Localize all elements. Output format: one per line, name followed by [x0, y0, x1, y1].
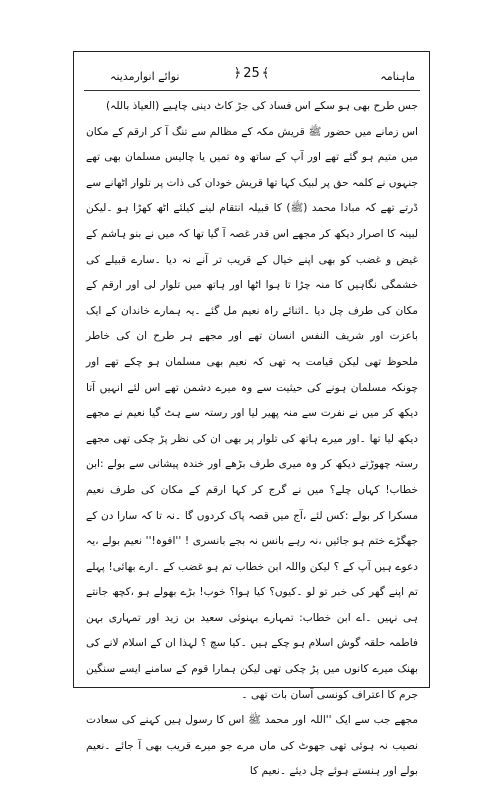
paragraph: اس زمانے میں حضور ﷺ قریش مکہ کے مظالم سے تنگ آ کر ارقم کے مکان میں متیم ہو گئے تھے اور آپ کے ساتھ وہ تمیں یا چالیس مسلمان بھی تھے جنہوں نے کلمہ حق پر لبیک کہا تھا قریش خودان کی ذات پر تلوار اٹھانے سے ڈرتے تھے کہ مبادا محمد (ﷺ) کا قبیلہ انتقام لینے کیلئے اٹھ کھڑا ہو ۔لیکن لبینہ کا اصرار دیکھ کر مجھے اس قدر غصہ آ گیا تھا کہ میں نے بنو ہاشم کے غیض و غضب کو بھی اپنے خیال کے قریب تر آنے نہ دیا ۔سارے قبیلے کی خشمگی نگاہیں کا منہ چڑا تا ہوا اٹھا اور ہاتھ میں تلوار لی اور ارقم کے مکان کی طرف چل دیا ۔اثنائے راہ نعیم مل گئے ۔یہ ہمارے خاندان کے ایک باعزت اور شریف النفس انسان تھے اور مجھے ہر طرح ان کی خاطر ملحوظ تھی لیکن قیامت یہ تھی کہ نعیم بھی مسلمان ہو چکے تھے اور چونکہ مسلمان ہونے کی حیثیت سے وہ میرے دشمن تھے اس لئے انہیں آتا دیکھ کر میں نے نفرت سے منہ پھیر لیا اور رستہ سے ہٹ گیا نعیم نے مجھے دیکھ لیا تھا ۔اور میرے ہاتھ کی تلوار پر بھی ان کی نظر پڑ چکی تھی مجھے رستہ چھوڑتے دیکھ کر وہ میری طرف بڑھے اور خندہ پیشانی سے بولے :ابن خطاب! کہاں چلے؟ میں نے گرج کر کہا ارقم کے مکان کی طرف نعیم مسکرا کر بولے :کس لئے ،آج میں قصہ پاک کردوں گا ۔نہ تا کہ سارا دن کے جھگڑے ختم ہو جائیں ،نہ رہے بانس نہ بجے بانسری ! ''افوہ!'' نعیم بولے ،یہ دعوے ہیں آپ کے ؟ لیکن واللہ ابن خطاب تم ہو غضب کے ۔ارے بھائی! پہلے تم اپنے گھر کی خبر تو لو ۔کیوں؟ کیا ہوا؟ خوب! بڑے بھولے ہو ،کچھ جانتے ہی نہیں ۔اے ابن خطاب: تمہارے بہنوئی سعید بن زید اور تمہاری بہن فاطمہ حلقہ گوش اسلام ہو چکے ہیں ۔کیا سچ ؟ لہذا ان کے اسلام لانے کی بھنک میرے کانوں میں پڑ چکی تھی لیکن ہمارا قوم کے سامنے ایسے سنگین جرم کا اعتراف کونسی آسان بات تھی ۔	[86, 125, 418, 701]
page-number: ﴾ 25 ﴿	[222, 66, 282, 81]
page-header	[82, 67, 421, 89]
header-divider	[84, 90, 420, 91]
magazine-label: ماہنامہ	[380, 70, 415, 83]
paragraph: جس طرح بھی ہو سکے اس فساد کی جڑ کاٹ دینی چاہیے (العیاذ باللہ)	[106, 100, 418, 112]
article-body	[86, 94, 418, 785]
paragraph: مجھے جب سے ایک ''اللہ اور محمد ﷺ اس کا رسول ہیں کہنے کی سعادت نصیب نہ ہوئی تھی جھوٹ کی ماں مرے جو میرے قریب بھی آ جائے ۔نعیم بولے اور ہنستے ہوئے چل دیئے ۔نعیم کا	[86, 714, 418, 778]
publication-title: نوائے انوارمدینہ	[110, 70, 180, 83]
